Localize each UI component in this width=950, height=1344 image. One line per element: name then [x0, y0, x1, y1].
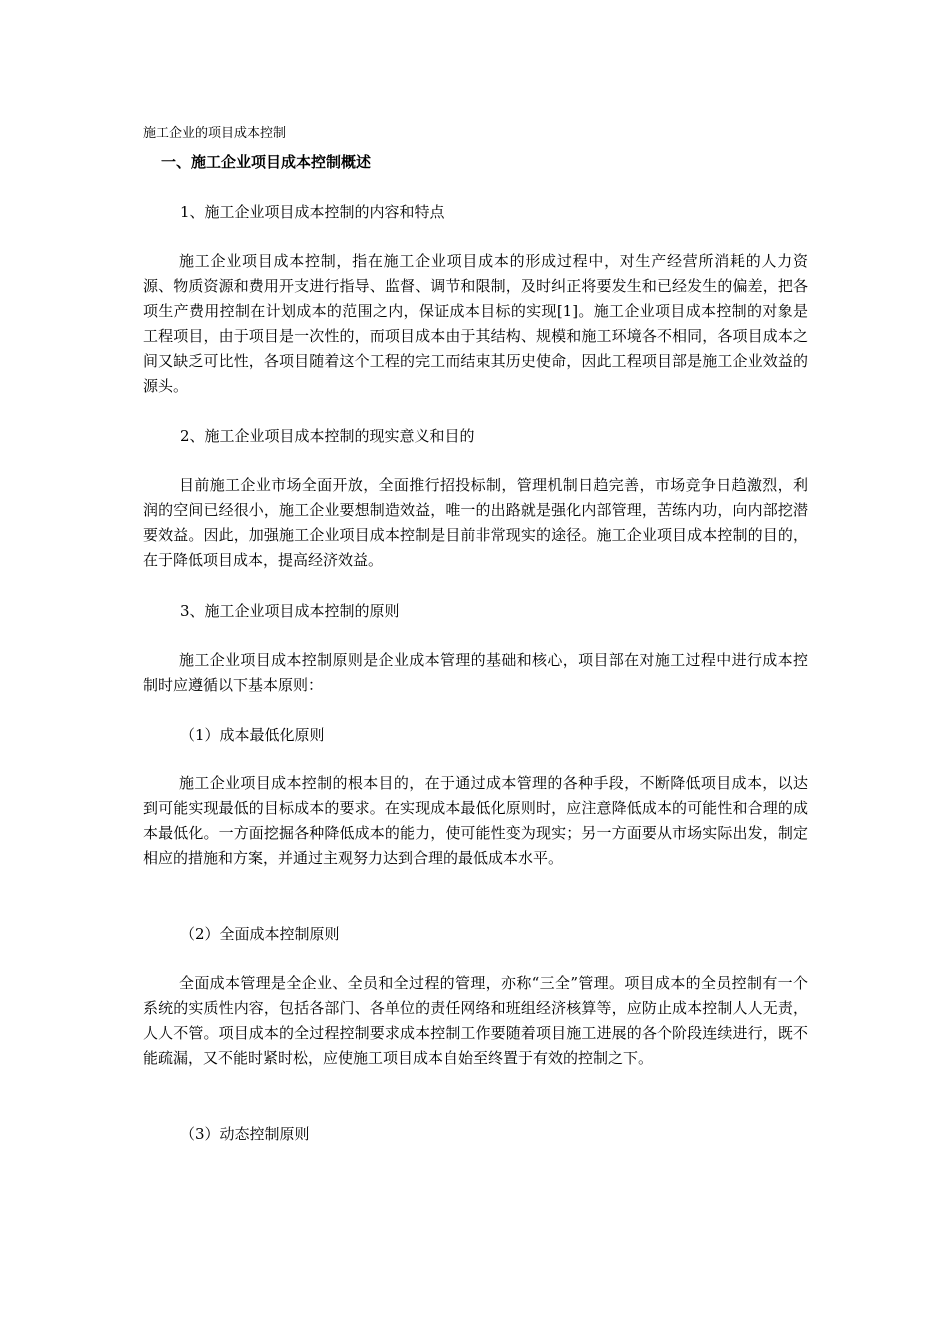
paragraph-principles: 施工企业项目成本控制原则是企业成本管理的基础和核心，项目部在对施工过程中进行成本控制时应遵循以下基本原则：: [143, 651, 808, 694]
subheading-content-features: 1、施工企业项目成本控制的内容和特点: [180, 203, 445, 221]
section-heading: 一、施工企业项目成本控制概述: [161, 153, 372, 171]
subheading-comprehensive-control: （2）全面成本控制原则: [180, 925, 340, 943]
subheading-cost-minimization: （1）成本最低化原则: [180, 726, 325, 744]
subheading-principles: 3、施工企业项目成本控制的原则: [180, 602, 400, 620]
subheading-significance-purpose: 2、施工企业项目成本控制的现实意义和目的: [180, 427, 475, 445]
document-title: 施工企业的项目成本控制: [143, 126, 287, 141]
paragraph-significance-purpose: 目前施工企业市场全面开放，全面推行招投标制，管理机制日趋完善，市场竞争日趋激烈，利润的空间已经很小，施工企业要想制造效益，唯一的出路就是强化内部管理，苦练内功，向内部挖潜要效益。因此，加强施工企业项目成本控制是目前非常现实的途径。施工企业项目成本控制的目的，在于降低项目成本，提高经济效益。: [143, 476, 808, 569]
paragraph-comprehensive-control: 全面成本管理是全企业、全员和全过程的管理，亦称“三全”管理。项目成本的全员控制有一个系统的实质性内容，包括各部门、各单位的责任网络和班组经济核算等，应防止成本控制人人无责，人人不管。项目成本的全过程控制要求成本控制工作要随着项目施工进展的各个阶段连续进行，既不能疏漏，又不能时紧时松，应使施工项目成本自始至终置于有效的控制之下。: [143, 974, 808, 1067]
subheading-dynamic-control: （3）动态控制原则: [180, 1125, 310, 1143]
paragraph-cost-minimization: 施工企业项目成本控制的根本目的，在于通过成本管理的各种手段，不断降低项目成本，以达到可能实现最低的目标成本的要求。在实现成本最低化原则时，应注意降低成本的可能性和合理的成本最低化。一方面挖掘各种降低成本的能力，使可能性变为现实；另一方面要从市场实际出发，制定相应的措施和方案，并通过主观努力达到合理的最低成本水平。: [143, 774, 808, 867]
paragraph-content-features: 施工企业项目成本控制，指在施工企业项目成本的形成过程中，对生产经营所消耗的人力资源、物质资源和费用开支进行指导、监督、调节和限制，及时纠正将要发生和已经发生的偏差，把各项生产费用控制在计划成本的范围之内，保证成本目标的实现[1]。施工企业项目成本控制的对象是工程项目，由于项目是一次性的，而项目成本由于其结构、规模和施工环境各不相同，各项目成本之间又缺乏可比性，各项目随着这个工程的完工而结束其历史使命，因此工程项目部是施工企业效益的源头。: [143, 252, 808, 395]
